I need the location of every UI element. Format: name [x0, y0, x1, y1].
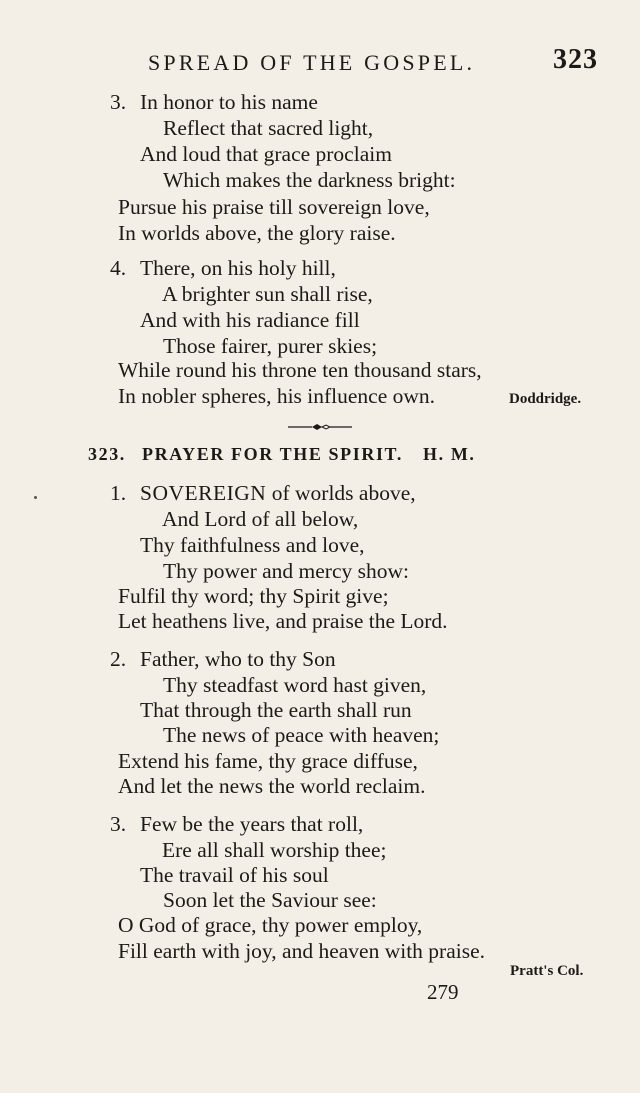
hymn-title: PRAYER FOR THE SPIRIT. [142, 444, 403, 464]
running-title: SPREAD OF THE GOSPEL. [148, 50, 476, 75]
verse-line: 3. Few be the years that roll, [110, 812, 364, 836]
paper-speck [34, 496, 37, 499]
signature-number: 279 [427, 980, 459, 1004]
verse-line: Thy power and mercy show: [163, 559, 409, 583]
verse-line: Pursue his praise till sovereign love, [118, 195, 430, 219]
verse-line: 4. There, on his holy hill, [110, 256, 336, 280]
verse-line: Let heathens live, and praise the Lord. [118, 609, 448, 633]
verse-line: And loud that grace proclaim [140, 142, 392, 166]
verse-line: Those fairer, purer skies; [163, 334, 378, 358]
verse-line: The travail of his soul [140, 863, 329, 887]
verse-line: 1. SOVEREIGN of worlds above, [110, 481, 416, 505]
verse-line: Thy faithfulness and love, [140, 533, 365, 557]
verse-line: And with his radiance fill [140, 308, 360, 332]
verse-line: 2. Father, who to thy Son [110, 647, 336, 671]
verse-line: Fulfil thy word; thy Spirit give; [118, 584, 389, 608]
page-number: 323 [553, 44, 598, 75]
verse-line: 3. In honor to his name [110, 90, 318, 114]
verse-line: Ere all shall worship thee; [162, 838, 387, 862]
ornamental-divider [288, 421, 352, 433]
verse-line: The news of peace with heaven; [163, 723, 440, 747]
verse-line: A brighter sun shall rise, [162, 282, 373, 306]
running-head [0, 42, 640, 78]
verse-number: 2. [110, 647, 127, 671]
verse-line: Which makes the darkness bright: [163, 168, 456, 192]
attribution: Pratt's Col. [510, 963, 584, 979]
verse-line: That through the earth shall run [140, 698, 412, 722]
attribution: Doddridge. [509, 391, 582, 407]
verse-line: Reflect that sacred light, [163, 116, 374, 140]
verse-number: 4. [110, 256, 127, 280]
hymn-meter: H. M. [423, 444, 476, 464]
hymn-heading [88, 444, 486, 465]
verse-line: Thy steadfast word hast given, [163, 673, 427, 697]
verse-line: O God of grace, thy power employ, [118, 913, 423, 937]
verse-line: In nobler spheres, his influence own. [118, 384, 436, 408]
initial-word: SOVEREIGN [140, 481, 267, 505]
verse-number: 3. [110, 90, 127, 114]
verse-line: Soon let the Saviour see: [163, 888, 377, 912]
hymn-number: 323. [88, 444, 126, 464]
verse-line: In worlds above, the glory raise. [118, 221, 396, 245]
verse-number: 1. [110, 481, 127, 505]
verse-line: Fill earth with joy, and heaven with praise. [118, 939, 486, 963]
verse-line: Extend his fame, thy grace diffuse, [118, 749, 418, 773]
verse-number: 3. [110, 812, 127, 836]
verse-line: And let the news the world reclaim. [118, 774, 426, 798]
verse-line: And Lord of all below, [162, 507, 359, 531]
verse-line: While round his throne ten thousand stars, [118, 358, 482, 382]
